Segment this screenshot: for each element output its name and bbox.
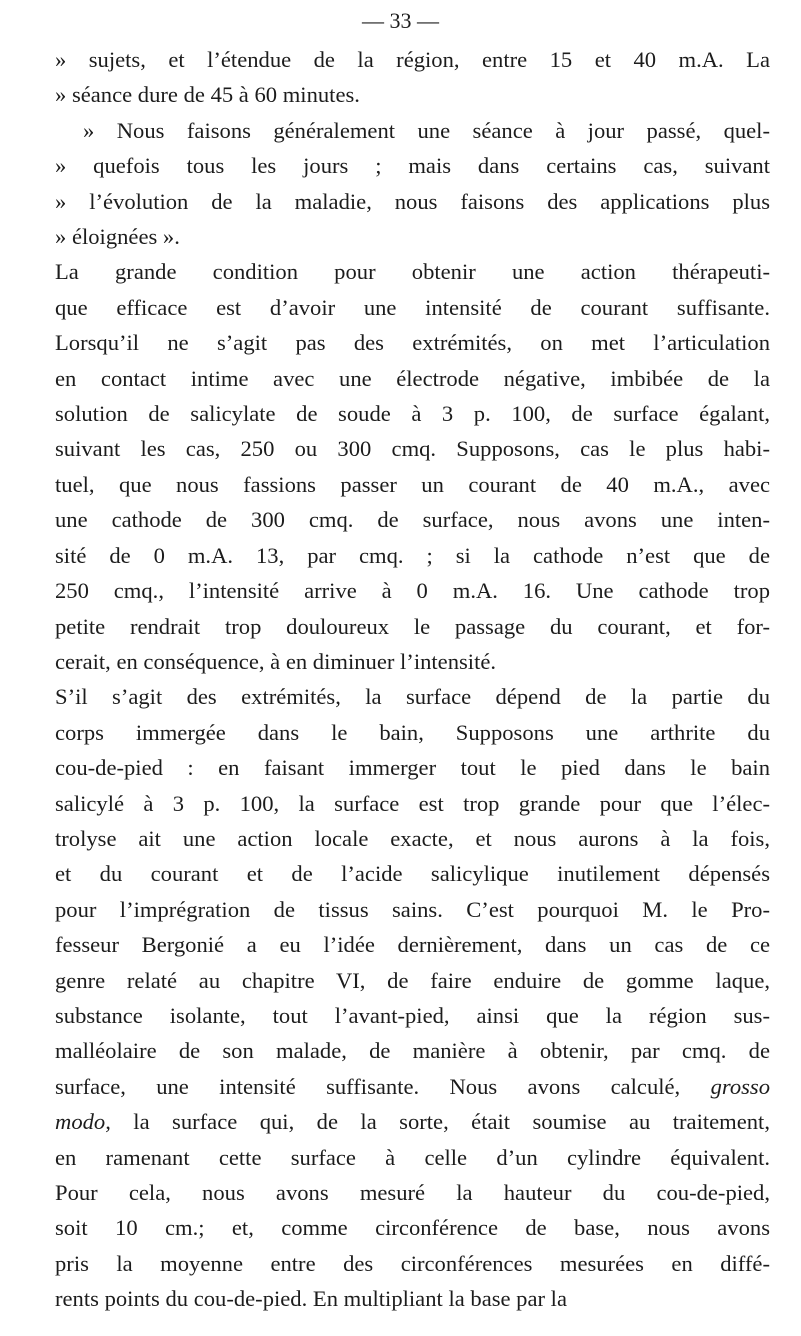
line-text: 250 cmq., l’intensité arrive à 0 m.A. 16. Une cathode trop — [55, 578, 770, 604]
text-line — [55, 290, 770, 325]
line-text: pris la moyenne entre des circonférences mesurées en diffé- — [55, 1250, 770, 1276]
line-text: en ramenant cette surface à celle d’un cylindre équivalent. — [55, 1144, 770, 1170]
line-text: corps immergée dans le bain, Supposons une arthrite du — [55, 719, 770, 745]
text-line — [55, 927, 770, 962]
italic-text: modo, — [55, 1109, 111, 1135]
line-text: rents points du cou-de-pied. En multipliant la base par la — [55, 1286, 567, 1312]
text-line — [55, 113, 770, 148]
text-line — [55, 573, 770, 608]
text-line — [55, 219, 770, 254]
line-text: Pour cela, nous avons mesuré la hauteur du cou-de-pied, — [55, 1180, 770, 1205]
text-line — [55, 502, 770, 537]
page-number: — 33 — — [362, 8, 439, 33]
text-line — [55, 148, 770, 183]
line-text: substance isolante, tout l’avant-pied, ainsi que la région sus- — [55, 1002, 770, 1028]
line-text: petite rendrait trop douloureux le passage du courant, et for- — [55, 613, 770, 639]
line-text: tuel, que nous fassions passer un courant de 40 m.A., avec — [55, 471, 770, 497]
text-line — [55, 77, 770, 112]
line-text: trolyse ait une action locale exacte, et nous aurons à la fois, — [55, 825, 770, 851]
line-text: surface, une intensité suffisante. Nous avons calculé, — [55, 1073, 681, 1099]
text-line — [55, 786, 770, 821]
body-text — [55, 42, 770, 1317]
line-text: que efficace est d’avoir une intensité de courant suffisante. — [55, 294, 770, 320]
text-line — [55, 361, 770, 396]
text-line — [55, 1104, 770, 1139]
line-text: » éloignées ». — [55, 224, 180, 250]
line-text: cou-de-pied : en faisant immerger tout le pied dans le bain — [55, 755, 770, 781]
text-line — [55, 184, 770, 219]
line-text: pour l’imprégration de tissus sains. C’est pourquoi M. le Pro- — [55, 896, 770, 922]
line-text: » sujets, et l’étendue de la région, entre 15 et 40 m.A. La — [55, 47, 770, 72]
text-line — [55, 715, 770, 750]
text-line — [55, 1175, 770, 1210]
line-text: genre relaté au chapitre VI, de faire enduire de gomme laque, — [55, 967, 770, 993]
text-line — [55, 1069, 770, 1104]
text-line — [55, 467, 770, 502]
line-text: et du courant et de l’acide salicylique inutilement dépensés — [55, 861, 770, 887]
text-line — [55, 325, 770, 360]
line-text: fesseur Bergonié a eu l’idée dernièrement, dans un cas de ce — [55, 932, 770, 958]
text-line — [55, 254, 770, 289]
line-text: Lorsqu’il ne s’agit pas des extrémités, on met l’articulation — [55, 330, 770, 356]
text-line — [55, 431, 770, 466]
text-line — [55, 679, 770, 714]
text-line — [55, 750, 770, 785]
line-text: » quefois tous les jours ; mais dans certains cas, suivant — [55, 153, 770, 179]
line-text: S’il s’agit des extrémités, la surface dépend de la partie du — [55, 684, 770, 710]
text-line — [55, 1246, 770, 1281]
line-text: en contact intime avec une électrode négative, imbibée de la — [55, 365, 770, 391]
text-line — [55, 609, 770, 644]
line-text: salicylé à 3 p. 100, la surface est trop grande pour que l’élec- — [55, 790, 770, 816]
line-text: une cathode de 300 cmq. de surface, nous avons une inten- — [55, 507, 770, 533]
line-text: suivant les cas, 250 ou 300 cmq. Supposons, cas le plus habi- — [55, 436, 770, 462]
italic-text: grosso — [710, 1073, 770, 1099]
line-text: la surface qui, de la sorte, était soumise au traitement, — [133, 1109, 770, 1135]
line-text: La grande condition pour obtenir une action thérapeuti- — [55, 259, 770, 285]
text-line — [55, 821, 770, 856]
text-line — [55, 1210, 770, 1245]
line-text: cerait, en conséquence, à en diminuer l’intensité. — [55, 648, 497, 674]
line-text: » séance dure de 45 à 60 minutes. — [55, 82, 360, 108]
line-text: » l’évolution de la maladie, nous faisons des applications plus — [55, 188, 770, 214]
text-line — [55, 1140, 770, 1175]
line-text: soit 10 cm.; et, comme circonférence de base, nous avons — [55, 1215, 770, 1241]
text-line — [55, 1281, 770, 1316]
line-text: » Nous faisons généralement une séance à jour passé, quel- — [83, 117, 770, 143]
line-text: solution de salicylate de soude à 3 p. 100, de surface égalant, — [55, 401, 770, 427]
text-line — [55, 644, 770, 679]
text-line — [55, 963, 770, 998]
line-text: sité de 0 m.A. 13, par cmq. ; si la cathode n’est que de — [55, 542, 770, 568]
text-line — [55, 396, 770, 431]
text-line — [55, 1033, 770, 1068]
text-line — [55, 998, 770, 1033]
text-line — [55, 856, 770, 891]
text-line — [55, 538, 770, 573]
text-line — [55, 42, 770, 77]
text-line — [55, 892, 770, 927]
line-text: malléolaire de son malade, de manière à obtenir, par cmq. de — [55, 1038, 770, 1064]
